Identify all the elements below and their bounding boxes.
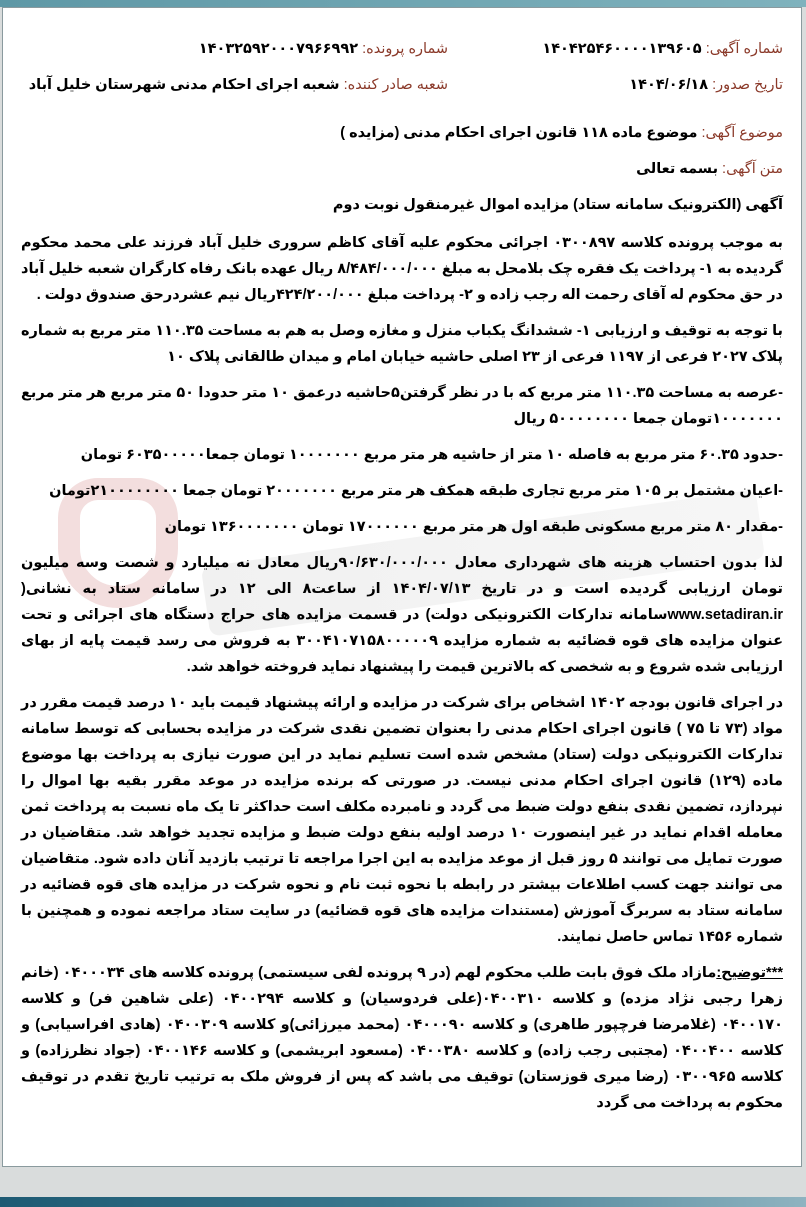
header-row-2 bbox=[21, 74, 783, 96]
text-label: متن آگهی: bbox=[722, 161, 783, 177]
notice-title: آگهی (الکترونیک سامانه ستاد) مزایده اموال غیرمنقول نوبت دوم bbox=[332, 197, 783, 213]
note-text: مازاد ملک فوق بابت طلب محکوم لهم (در ۹ پرونده لفی سیستمی) پرونده کلاسه های ۰۴۰۰۰۳۴ (خانم زهرا رجبی نژاد مزده) و کلاسه ۰۴۰۰۳۱۰(علی فردوسیان) و کلاسه ۰۴۰۰۲۹۴ (علی شاهین فر) و کلاسه ۰۴۰۰۱۷۰ (غلامرضا فرچپور طاهری) و کلاسه ۰۴۰۰۰۹۰ (محمد میرزائی)و کلاسه ۰۴۰۰۳۰۹ (هادی افراسیابی) و کلاسه ۰۴۰۰۴۰۰ (مجتبی رجب زاده) و کلاسه ۰۴۰۰۳۸۰ (مسعود ابریشمی) و کلاسه ۰۴۰۰۱۴۶ (جواد نظرزاده) و کلاسه ۰۳۰۰۹۶۵ (رضا میری قوزستان) توقیف می باشد که پس از فروش ملک به ترتیب تاریخ تقدم در توقیف محکوم به پرداخت می گردد bbox=[21, 965, 783, 1111]
notice-number-field bbox=[448, 38, 783, 60]
paragraph-residential: -مقدار ۸۰ متر مربع مسکونی طبقه اول هر متر مربع ۱۷۰۰۰۰۰۰ تومان ۱۳۶۰۰۰۰۰۰۰ تومان bbox=[164, 519, 783, 535]
issuer-label: شعبه صادر کننده: bbox=[343, 77, 448, 93]
case-number-value: ۱۴۰۳۲۵۹۲۰۰۰۷۹۶۶۹۹۲ bbox=[198, 41, 359, 57]
window-top-bar bbox=[0, 0, 806, 7]
paragraph-commercial: -اعیان مشتمل بر ۱۰۵ متر مربع تجاری طبقه همکف هر متر مربع ۲۰۰۰۰۰۰۰ تومان جمعا ۲۱۰۰۰۰۰۰۰۰تومان bbox=[49, 483, 783, 499]
paragraph-note bbox=[21, 960, 783, 1116]
window-bottom-bar bbox=[0, 1197, 806, 1207]
paragraph-land: -عرصه به مساحت ۱۱۰.۳۵ متر مربع که با در نظر گرفتن۵حاشیه درعمق ۱۰ متر حدودا ۵۰ متر مربع هر متر مربع ۱۰۰۰۰۰۰۰تومان جمعا ۵۰۰۰۰۰۰۰۰ ریال bbox=[21, 385, 784, 427]
notice-number-label: شماره آگهی: bbox=[705, 41, 783, 57]
paragraph-seizure: با توجه به توقیف و ارزیابی ۱- ششدانگ یکباب منزل و مغازه وصل به هم به مساحت ۱۱۰.۳۵ متر مربع به شماره پلاک ۲۰۲۷ فرعی از ۱۱۹۷ فرعی از ۲۳ اصلی حاشیه خیابان امام و میدان طالقانی پلاک ۱۰ bbox=[21, 323, 783, 365]
paragraph-auction: لذا بدون احتساب هزینه های شهرداری معادل ۹۰/۶۳۰/۰۰۰/۰۰۰ریال معادل نه میلیارد و شصت وسه میلیون تومان ارزیابی گردیده است و در تاریخ ۱۴۰۴/۰۷/۱۳ از ساعت۸ الی ۱۲ در سامانه ستاد به نشانی( www.setadiran.irسامانه تدارکات الکترونیکی دولت) در قسمت مزایده های حراج دستگاه های اجرائی و تحت عنوان مزایده های قوه قضائیه به شماره مزایده ۳۰۰۴۱۰۷۱۵۸۰۰۰۰۰۹ به فروش می رسد قیمت پایه از بهای ارزیابی شده شروع و به شخصی که بالاترین قیمت را پیشنهاد نماید فروخته خواهد شد. bbox=[21, 555, 784, 675]
text-intro: بسمه تعالی bbox=[636, 161, 719, 177]
subject-value: موضوع ماده ۱۱۸ قانون اجرای احکام مدنی (مزایده ) bbox=[340, 125, 698, 141]
subject-label: موضوع آگهی: bbox=[701, 125, 783, 141]
header-row-1 bbox=[21, 38, 783, 60]
issue-date-field bbox=[448, 74, 783, 96]
notice-content bbox=[21, 38, 783, 1116]
paragraph-margin: -حدود ۶۰.۳۵ متر مربع به فاصله ۱۰ متر از حاشیه هر متر مربع ۱۰۰۰۰۰۰۰ تومان جمعا۶۰۳۵۰۰۰۰۰ تومان bbox=[80, 447, 783, 463]
case-number-label: شماره پرونده: bbox=[362, 41, 448, 57]
subject-field bbox=[21, 122, 783, 144]
issue-date-value: ۱۴۰۴/۰۶/۱۸ bbox=[629, 77, 709, 93]
paragraph-case: به موجب پرونده کلاسه ۰۳۰۰۸۹۷ اجرائی محکوم علیه آقای کاظم سروری خلیل آباد فرزند علی محمد محکوم گردیده به ۱- پرداخت یک فقره چک بلامحل به مبلغ ۸/۴۸۴/۰۰۰/۰۰۰ ریال عهده بانک رفاه کارگران شعبه خلیل آباد در حق محکوم له آقای رحمت اله رجب زاده و ۲- پرداخت مبلغ ۴۲۴/۲۰۰/۰۰۰ریال نیم عشردرحق صندوق دولت . bbox=[21, 235, 783, 303]
issuer-value: شعبه اجرای احکام مدنی شهرستان خلیل آباد bbox=[28, 77, 340, 93]
text-field bbox=[21, 158, 783, 180]
notice-number-value: ۱۴۰۴۲۵۴۶۰۰۰۰۱۳۹۶۰۵ bbox=[542, 41, 702, 57]
notice-panel bbox=[2, 7, 802, 1167]
issue-date-label: تاریخ صدور: bbox=[712, 77, 783, 93]
paragraph-terms: در اجرای قانون بودجه ۱۴۰۲ اشخاص برای شرکت در مزایده و ارائه پیشنهاد قیمت باید ۱۰ درصد قیمت مقرر در مواد (۷۳ تا ۷۵ ) قانون اجرای احکام مدنی را بعنوان تضمین نقدی شرکت در مزایده بحسابی که توسط سامانه تدارکات الکترونیکی دولت (ستاد) مشخص شده است تسلیم نماید در این صورت نیازی به پرداخت بها موضوع ماده (۱۲۹) قانون اجرای احکام مدنی نیست. در صورتی که برنده مزایده در موعد مقرر بقیه بها اموال را نپردازد، تضمین نقدی بنفع دولت ضبط می گردد و نامبرده مکلف است حداکثر تا یک ماه نسبت به پرداخت ثمن معامله اقدام نماید در غیر اینصورت ۱۰ درصد اولیه بنفع دولت ضبط و مزایده تجدید خواهد شد. متقاضیان در صورت تمایل می توانند ۵ روز قبل از موعد مزایده به این اجرا مراجعه تا ترتیب بازدید آنان داده شود. متقاضیان می توانند جهت کسب اطلاعات بیشتر در رابطه با نحوه ثبت نام و نحوه شرکت در مزایده های قوه قضائیه در سامانه ستاد به سربرگ آموزش (مستندات مزایده های قوه قضائیه) در سایت ستاد مراجعه نموده و همچنین با شماره ۱۴۵۶ تماس حاصل نمایند. bbox=[21, 695, 784, 945]
case-number-field bbox=[21, 38, 448, 60]
note-label: ***توضیح: bbox=[716, 965, 783, 981]
issuer-field bbox=[21, 74, 448, 96]
